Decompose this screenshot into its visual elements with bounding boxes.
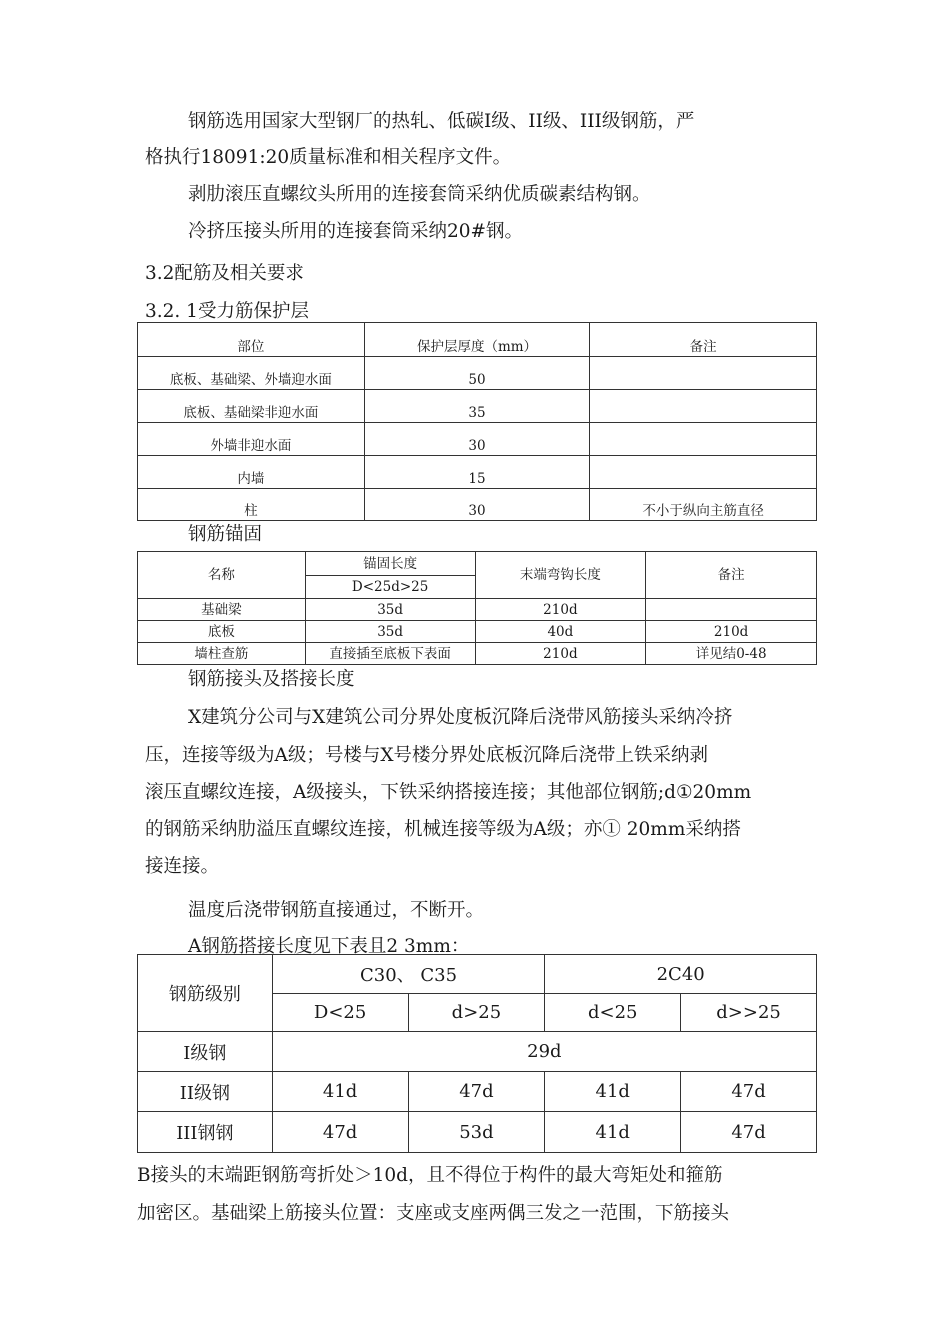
table-row xyxy=(138,1112,817,1153)
table-cell: 47d xyxy=(272,1112,408,1153)
table-cell xyxy=(646,599,817,621)
table-cell: 外墙非迎水面 xyxy=(138,423,365,456)
paragraph-joint-position-line1: B接头的末端距钢筋弯折处＞10d，且不得位于构件的最大弯矩处和箍筋 xyxy=(137,1165,723,1186)
table-cell: 53d xyxy=(408,1112,545,1153)
table-cell: 35d xyxy=(305,599,475,621)
table-cell: 底板、基础梁非迎水面 xyxy=(138,390,365,423)
table-cell: 柱 xyxy=(138,489,365,521)
header-cell: C30、 C35 xyxy=(272,955,545,994)
header-subcell: d<25 xyxy=(545,994,681,1032)
header-cell: 2C40 xyxy=(545,955,817,994)
table-cell: 底板、基础梁、外墙迎水面 xyxy=(138,357,365,390)
table-cell: 内墙 xyxy=(138,456,365,489)
table-cell xyxy=(590,456,817,489)
table-cell xyxy=(590,357,817,390)
table-header-row xyxy=(138,955,817,994)
table-cell: 40d xyxy=(475,621,646,643)
table-header-row xyxy=(138,323,817,357)
paragraph-lap-length-intro: A钢筋搭接长度见下表且2 3mm： xyxy=(188,936,470,957)
heading-3-2: 3.2配筋及相关要求 xyxy=(145,263,304,284)
cover-table xyxy=(137,322,817,521)
heading-joints: 钢筋接头及搭接长度 xyxy=(188,669,355,690)
header-cell: 备注 xyxy=(646,552,817,599)
table-row xyxy=(138,423,817,456)
table-header-row xyxy=(138,552,817,576)
table-cell: 底板 xyxy=(138,621,306,643)
table-cell: 50 xyxy=(364,357,590,390)
table-cell: 29d xyxy=(272,1032,816,1072)
header-cell: 锚固长度 xyxy=(305,552,475,576)
table-cell xyxy=(590,390,817,423)
table-cell: III钢钢 xyxy=(138,1112,273,1153)
heading-anchorage: 钢筋锚固 xyxy=(188,524,263,545)
paragraph-joints-line3: 滚压直螺纹连接，A级接头，下铁采纳搭接连接；其他部位钢筋;d①20mm xyxy=(145,782,752,803)
table-cell: II级钢 xyxy=(138,1072,273,1112)
table-cell: 210d xyxy=(475,643,646,665)
table-cell: 不小于纵向主筋直径 xyxy=(590,489,817,521)
table-cell: 47d xyxy=(408,1072,545,1112)
header-cell: 钢筋级别 xyxy=(138,955,273,1032)
table-cell: 41d xyxy=(272,1072,408,1112)
table-row xyxy=(138,1032,817,1072)
table-cell: 15 xyxy=(364,456,590,489)
paragraph-sleeve-steel: 剥肋滚压直螺纹头所用的连接套筒采纳优质碳素结构钢。 xyxy=(188,184,651,205)
table-cell: 基础梁 xyxy=(138,599,306,621)
header-subcell: D<25 xyxy=(272,994,408,1032)
table-cell: 35d xyxy=(305,621,475,643)
header-cell: 保护层厚度（mm） xyxy=(364,323,590,357)
lap-length-table xyxy=(137,954,817,1153)
paragraph-joints-line5: 接连接。 xyxy=(145,856,220,877)
table-row xyxy=(138,456,817,489)
paragraph-joint-position-line2: 加密区。基础梁上筋接头位置：支座或支座两偶三发之一范围，下筋接头 xyxy=(137,1203,730,1224)
header-subcell: d>>25 xyxy=(681,994,817,1032)
anchorage-table xyxy=(137,551,817,665)
header-subcell: D<25d>25 xyxy=(305,576,475,599)
table-cell: 直接插至底板下表面 xyxy=(305,643,475,665)
paragraph-steel-selection-line2: 格执行18091:20质量标准和相关程序文件。 xyxy=(145,147,512,168)
table-cell: 210d xyxy=(646,621,817,643)
table-cell: I级钢 xyxy=(138,1032,273,1072)
paragraph-steel-selection-line1: 钢筋选用国家大型钢厂的热轧、低碳Ⅰ级、II级、III级钢筋，严 xyxy=(188,111,695,132)
header-cell: 部位 xyxy=(138,323,365,357)
table-cell: 详见结0-48 xyxy=(646,643,817,665)
header-cell: 名称 xyxy=(138,552,306,599)
paragraph-cold-extrusion: 冷挤压接头所用的连接套筒采纳20#钢。 xyxy=(188,221,524,242)
paragraph-joints-line2: 压，连接等级为A级；号楼与X号楼分界处底板沉降后浇带上铁采纳剥 xyxy=(145,745,709,766)
table-cell: 47d xyxy=(681,1072,817,1112)
table-row xyxy=(138,390,817,423)
table-cell: 210d xyxy=(475,599,646,621)
header-subcell: d>25 xyxy=(408,994,545,1032)
table-cell: 30 xyxy=(364,489,590,521)
table-row xyxy=(138,1072,817,1112)
table-cell: 30 xyxy=(364,423,590,456)
table-row xyxy=(138,357,817,390)
paragraph-joints-line1: X建筑分公司与X建筑公司分界处度板沉降后浇带风筋接头采纳冷挤 xyxy=(188,707,733,728)
heading-3-2-1: 3.2. 1受力筋保护层 xyxy=(145,301,309,322)
table-cell: 35 xyxy=(364,390,590,423)
table-cell: 墙柱查筋 xyxy=(138,643,306,665)
table-cell: 41d xyxy=(545,1112,681,1153)
paragraph-temperature-band: 温度后浇带钢筋直接通过，不断开。 xyxy=(188,900,485,921)
table-cell: 41d xyxy=(545,1072,681,1112)
header-cell: 备注 xyxy=(590,323,817,357)
table-row xyxy=(138,599,817,621)
table-cell: 47d xyxy=(681,1112,817,1153)
table-row xyxy=(138,621,817,643)
paragraph-joints-line4: 的钢筋采纳肋溢压直螺纹连接，机械连接等级为A级；亦① 20mm采纳搭 xyxy=(145,819,741,840)
header-cell: 末端弯钩长度 xyxy=(475,552,646,599)
table-row xyxy=(138,489,817,521)
table-cell xyxy=(590,423,817,456)
